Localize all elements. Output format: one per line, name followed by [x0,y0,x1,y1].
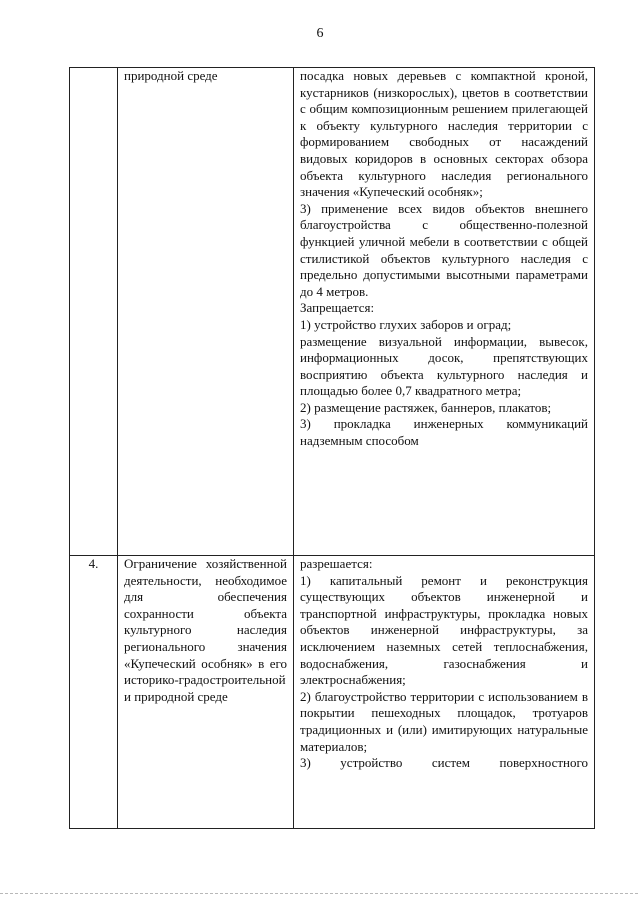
requirement-text: 3) устройство систем поверхностного [300,755,588,771]
requirement-text: 2) благоустройство территории с использованием в покрытии пешеходных площадок, тротуаров традиционных и (или) имитирующих натуральные материалов; [300,688,588,754]
row-number [70,68,118,556]
requirement-text: 3) применение всех видов объектов внешнего благоустройства с общественно-полезной функцией уличной мебели в соответствии с общей стилистикой объектов культурного наследия с предельно допустимыми высотными параметрами до 4 метров. [300,200,588,299]
zone-name: природной среде [118,68,294,556]
requirements-cell [294,68,595,556]
zone-name: Ограничение хозяйственной деятельности, необходимое для обеспечения сохранности объекта культурного наследия регионального значения «Купеческий особняк» в его историко-градостроительной и природной среде [118,556,294,829]
requirement-text: 1) капитальный ремонт и реконструкция существующих объектов инженерной и транспортной инфраструктуры, прокладка новых объектов инженерной инфраструктуры, за исключением наземных сетей теплоснабжения, водоснабжения, газоснабжения и электроснабжения; [300,572,588,688]
page-number: 6 [316,26,324,41]
requirement-text: посадка новых деревьев с компактной кроной, кустарников (низкорослых), цветов в соответствии с общим композиционным решением прилегающей к объекту культурного наследия территории с формированием свободных от насаждений видовых коридоров в основных секторах обзора объекта культурного наследия регионального значения «Купеческий особняк»; [300,68,588,200]
prohibited-heading: Запрещается: [300,300,375,316]
table-row [70,556,595,829]
requirement-text: 2) размещение растяжек, баннеров, плакатов; [300,399,552,415]
allowed-heading: разрешается: [300,556,373,571]
requirement-text: 3) прокладка инженерных коммуникаций надземным способом [300,416,588,449]
requirement-text: 1) устройство глухих заборов и оград; [300,316,512,332]
requirement-text: размещение визуальной информации, вывесок, информационных досок, препятствующих восприятию объекта культурного наследия и площадью более 0,7 квадратного метра; [300,333,588,399]
requirements-cell [294,556,595,829]
scan-edge-line [0,893,640,894]
regulations-table [69,67,595,829]
row-number: 4. [70,556,118,829]
table-row [70,68,595,556]
